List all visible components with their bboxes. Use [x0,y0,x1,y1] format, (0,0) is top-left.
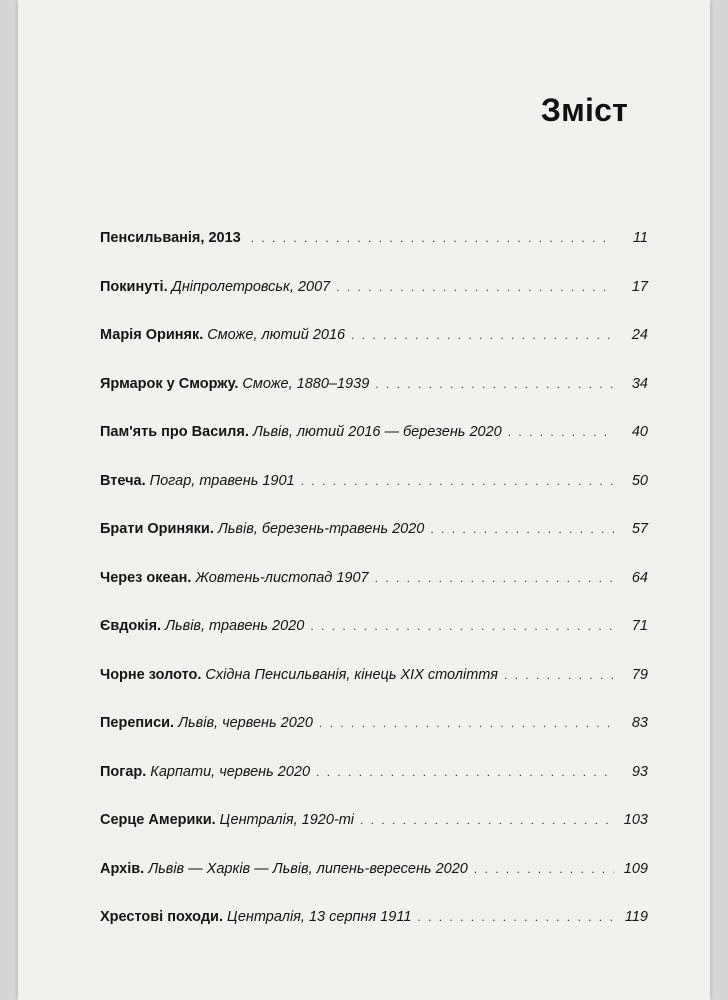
entry-title: Через океан. [100,569,192,586]
entry-title: Чорне золото. [100,666,202,683]
entry-page-number: 71 [631,618,648,634]
entry-title: Хрестові походи. [100,909,223,925]
toc-entry [100,618,648,667]
entry-subtitle: Львів, березень-травень 2020 [217,521,425,537]
entry-title: Серце Америки. [100,812,216,828]
entry-title: Ярмарок у Сморжу. [100,375,239,392]
entry-title: Покинуті. [100,278,168,295]
dot-leader [251,231,614,245]
entry-title: Втеча. [100,472,146,489]
toc-entry [100,812,648,861]
entry-title: Євдокія. [100,618,162,634]
entry-page-number: 24 [631,327,648,343]
entry-subtitle: Сможе, лютий 2016 [207,327,346,343]
dot-leader [336,280,614,294]
book-page [18,0,710,1000]
toc-entry [100,715,648,764]
entry-page-number: 83 [631,715,648,731]
dot-leader [310,619,614,633]
entry-page-number: 103 [623,812,648,828]
dot-leader [508,425,614,439]
entry-subtitle: Дніпролетровськ, 2007 [171,278,331,295]
entry-subtitle: Централія, 1920-ті [219,812,355,828]
entry-title: Пам'ять про Василя. [100,424,249,440]
entry-title: Переписи. [100,715,175,731]
entry-title: Пенсильванія, 2013 [100,230,241,246]
entry-subtitle: Львів, лютий 2016 — березень 2020 [252,424,502,440]
dot-leader [474,862,614,876]
toc-entry [100,764,648,813]
dot-leader [301,474,614,488]
entry-subtitle: Східна Пенсильванія, кінець XIX століття [205,666,498,683]
toc-entry [100,327,648,376]
toc-entry [100,861,648,910]
dot-leader [360,813,614,827]
toc-entry [100,230,648,279]
page-title: Зміст [540,92,628,128]
table-of-contents [100,230,648,958]
toc-entry [100,521,648,570]
entry-subtitle: Погар, травень 1901 [149,472,295,489]
toc-entry [100,376,648,425]
entry-subtitle: Сможе, 1880–1939 [242,375,370,392]
dot-leader [504,668,614,682]
dot-leader [316,765,614,779]
entry-title: Погар. [100,763,147,780]
entry-page-number: 50 [631,472,648,489]
entry-title: Брати Ориняки. [100,521,214,537]
entry-page-number: 34 [631,375,648,392]
entry-subtitle: Централія, 13 серпня 1911 [226,909,412,925]
toc-entry [100,570,648,619]
toc-entry [100,424,648,473]
entry-page-number: 40 [631,424,648,440]
dot-leader [375,377,614,391]
entry-title: Марія Ориняк. [100,327,204,343]
entry-subtitle: Львів, травень 2020 [165,618,305,634]
entry-subtitle: Карпати, червень 2020 [150,763,311,780]
entry-page-number: 93 [631,763,648,780]
dot-leader [319,716,614,730]
entry-page-number: 119 [624,909,648,925]
dot-leader [417,910,614,924]
entry-page-number: 11 [632,230,648,246]
dot-leader [430,522,614,536]
entry-page-number: 57 [631,521,648,537]
entry-subtitle: Львів, червень 2020 [178,715,313,731]
toc-entry [100,909,648,958]
dot-leader [375,571,614,585]
entry-subtitle: Львів — Харків — Львів, липень-вересень 2020 [148,860,468,877]
entry-page-number: 17 [631,278,648,295]
toc-entry [100,473,648,522]
entry-page-number: 64 [631,569,648,586]
entry-subtitle: Жовтень-листопад 1907 [195,569,369,586]
dot-leader [351,328,614,342]
toc-entry [100,667,648,716]
toc-entry [100,279,648,328]
entry-page-number: 79 [631,666,648,683]
entry-title: Архів. [100,860,145,877]
entry-page-number: 109 [623,860,648,877]
